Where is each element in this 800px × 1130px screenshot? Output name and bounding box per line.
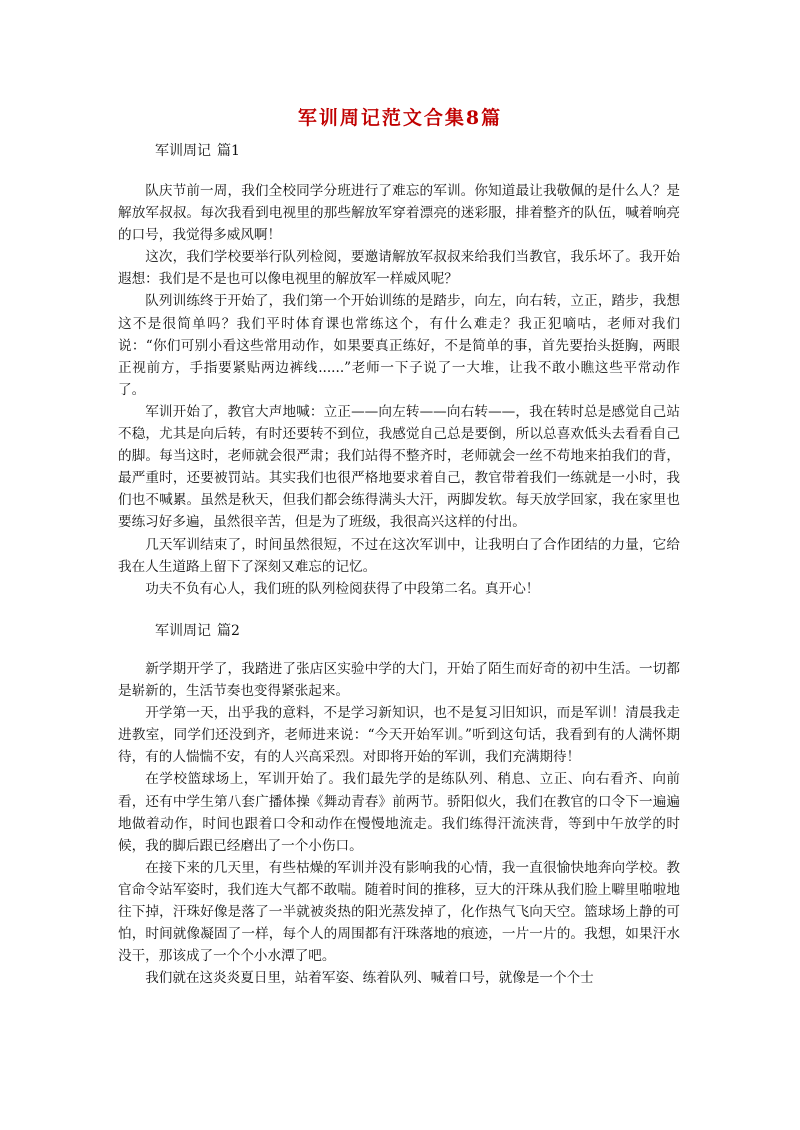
section-1-label: 军训周记 xyxy=(155,143,211,159)
paragraph: 队列训练终于开始了，我们第一个开始训练的是踏步，向左，向右转，立正，踏步，我想这不是很简单吗？我们平时体育课也常练这个，有什么难走？我正犯嘀咕，老师对我们说：“你们可别小看这些常用动作，如果要真正练好，不是简单的事，首先要抬头挺胸，两眼正视前方，手指要紧贴两边裤线......”老师一下子说了一大堆，让我不敢小瞧这些平常动作了。 xyxy=(118,293,680,398)
document-title: 军训周记范文合集8篇 xyxy=(297,107,503,129)
paragraph: 几天军训结束了，时间虽然很短，不过在这次军训中，让我明白了合作团结的力量，它给我在人生道路上留下了深刻又难忘的记忆。 xyxy=(118,536,680,575)
section-2-label: 军训周记 xyxy=(155,623,211,639)
section-2-body xyxy=(118,658,680,989)
paragraph: 开学第一天，出乎我的意料，不是学习新知识，也不是复习旧知识，而是军训！清晨我走进教室，同学们还没到齐，老师进来说：“今天开始军训。”听到这句话，我看到有的人满怀期待，有的人惴惴不安，有的人兴高采烈。对即将开始的军训，我们充满期待！ xyxy=(118,705,680,766)
section-1-body xyxy=(118,180,680,600)
paragraph: 队庆节前一周，我们全校同学分班进行了难忘的军训。你知道最让我敬佩的是什么人？是解放军叔叔。每次我看到电视里的那些解放军穿着漂亮的迷彩服，排着整齐的队伍，喊着响亮的口号，我觉得多威风啊！ xyxy=(118,183,680,244)
paragraph: 军训开始了，教官大声地喊：立正——向左转——向右转——，我在转时总是感觉自己站不稳，尤其是向后转，有时还要转不到位，我感觉自己总是要倒，所以总喜欢低头去看看自己的脚。每当这时，老师就会很严肃；我们站得不整齐时，老师就会一丝不苟地来拍我们的背，最严重时，还要被罚站。其实我们也很严格地要求着自己，教官带着我们一练就是一小时，我们也不喊累。虽然是秋天，但我们都会练得满头大汗，两脚发软。每天放学回家，我在家里也要练习好多遍，虽然很辛苦，但是为了班级，我很高兴这样的付出。 xyxy=(118,403,680,531)
section-1-number: 篇1 xyxy=(217,143,240,159)
paragraph: 在学校篮球场上，军训开始了。我们最先学的是练队列、稍息、立正、向右看齐、向前看，还有中学生第八套广播体操《舞动青春》前两节。骄阳似火，我们在教官的口令下一遍遍地做着动作，时间也跟着口令和动作在慢慢地流走。我们练得汗流浃背，等到中午放学的时候，我的脚后跟已经磨出了一个小伤口。 xyxy=(118,771,680,854)
paragraph: 在接下来的几天里，有些枯燥的军训并没有影响我的心情，我一直很愉快地奔向学校。教官命令站军姿时，我们连大气都不敢喘。随着时间的推移，豆大的汗珠从我们脸上噼里啪啦地往下掉，汗珠好像是落了一半就被炎热的阳光蒸发掉了，化作热气飞向天空。篮球场上静的可怕，时间就像凝固了一样，每个人的周围都有汗珠落地的痕迹，一片一片的。我想，如果汗水没干，那该成了一个个小水潭了吧。 xyxy=(118,859,680,965)
section-2-number: 篇2 xyxy=(217,623,240,639)
section-2-heading xyxy=(155,620,240,642)
paragraph: 我们就在这炎炎夏日里，站着军姿、练着队列、喊着口号，就像是一个个士 xyxy=(145,970,594,987)
paragraph: 功夫不负有心人，我们班的队列检阅获得了中段第二名。真开心！ xyxy=(145,580,540,597)
paragraph: 这次，我们学校要举行队列检阅，要邀请解放军叔叔来给我们当教官，我乐坏了。我开始遐想：我们是不是也可以像电视里的解放军一样威风呢？ xyxy=(118,249,680,288)
section-1-heading xyxy=(155,140,240,162)
paragraph: 新学期开学了，我踏进了张店区实验中学的大门，开始了陌生而好奇的初中生活。一切都是崭新的，生活节奏也变得紧张起来。 xyxy=(118,661,680,700)
